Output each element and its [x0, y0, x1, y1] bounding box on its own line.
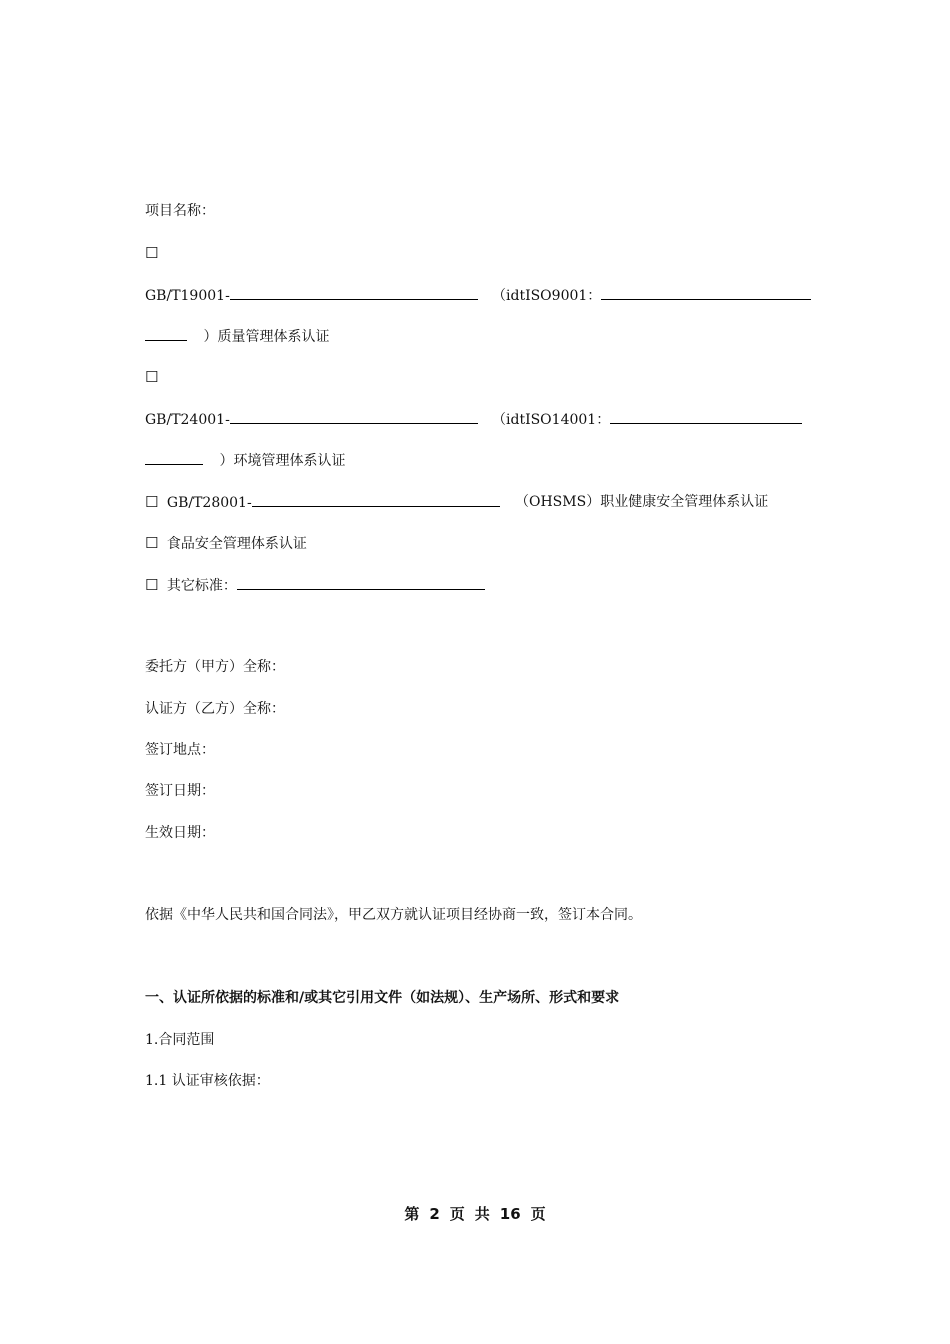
- footer-page-num: 2: [429, 1205, 440, 1223]
- food-label: 食品安全管理体系认证: [166, 536, 307, 552]
- party-a-label: 委托方（甲方）全称：: [145, 659, 285, 675]
- checkbox-food[interactable]: ☐: [145, 534, 159, 552]
- other-standard-field[interactable]: [237, 575, 485, 590]
- iso14001-idt-year-field[interactable]: [145, 450, 203, 465]
- food-line: [145, 533, 307, 554]
- iso9001-prefix: GB/T19001-: [145, 288, 230, 304]
- ohsms-line: [145, 492, 500, 513]
- iso9001-line: [145, 285, 478, 306]
- other-line: [145, 575, 485, 596]
- iso14001-suffix: ）环境管理体系认证: [219, 453, 346, 469]
- section1-heading: 一、认证所依据的标准和/或其它引用文件（如法规）、生产场所、形式和要求: [145, 990, 620, 1006]
- footer-page-unit: 页: [449, 1205, 465, 1223]
- checkbox-iso9001[interactable]: ☐: [145, 244, 159, 262]
- footer-page-word: 第: [404, 1205, 420, 1223]
- effective-date-label: 生效日期：: [145, 825, 215, 841]
- clause-1-1: 1.1 认证审核依据：: [145, 1073, 270, 1089]
- iso14001-idt-label: （idtISO14001：: [492, 412, 611, 428]
- iso9001-suffix: ）质量管理体系认证: [203, 329, 330, 345]
- ohsms-prefix: GB/T28001-: [166, 495, 252, 511]
- iso9001-idt-year-field[interactable]: [145, 326, 187, 341]
- ohsms-year-field[interactable]: [252, 492, 500, 507]
- sign-date-label: 签订日期：: [145, 783, 215, 799]
- clause-1: 1.合同范围: [145, 1032, 215, 1048]
- iso14001-year-field[interactable]: [230, 409, 478, 424]
- iso9001-year-field[interactable]: [230, 285, 478, 300]
- iso14001-idt-field[interactable]: [610, 409, 802, 424]
- checkbox-other[interactable]: ☐: [145, 576, 159, 594]
- footer-total-unit: 页: [530, 1205, 546, 1223]
- iso14001-prefix: GB/T24001-: [145, 412, 230, 428]
- party-b-label: 认证方（乙方）全称：: [145, 701, 285, 717]
- iso14001-line: [145, 409, 478, 430]
- page-footer: [0, 1203, 950, 1224]
- iso9001-idt-field[interactable]: [601, 285, 811, 300]
- iso9001-idt-label: （idtISO9001：: [492, 288, 602, 304]
- other-label: 其它标准：: [166, 578, 237, 594]
- footer-total-num: 16: [499, 1205, 521, 1223]
- iso14001-idt: [492, 409, 802, 430]
- footer-total-word: 共: [474, 1205, 490, 1223]
- checkbox-ohsms[interactable]: ☐: [145, 493, 159, 511]
- ohsms-suffix: （OHSMS）职业健康安全管理体系认证: [515, 494, 769, 510]
- iso14001-suffix-line: [145, 450, 345, 471]
- sign-place-label: 签订地点：: [145, 742, 215, 758]
- iso9001-idt: [492, 285, 811, 306]
- checkbox-iso14001[interactable]: ☐: [145, 368, 159, 386]
- iso9001-suffix-line: [145, 326, 329, 347]
- project-name-label: 项目名称：: [145, 203, 215, 219]
- intro-paragraph: 依据《中华人民共和国合同法》，甲乙双方就认证项目经协商一致，签订本合同。: [145, 907, 642, 923]
